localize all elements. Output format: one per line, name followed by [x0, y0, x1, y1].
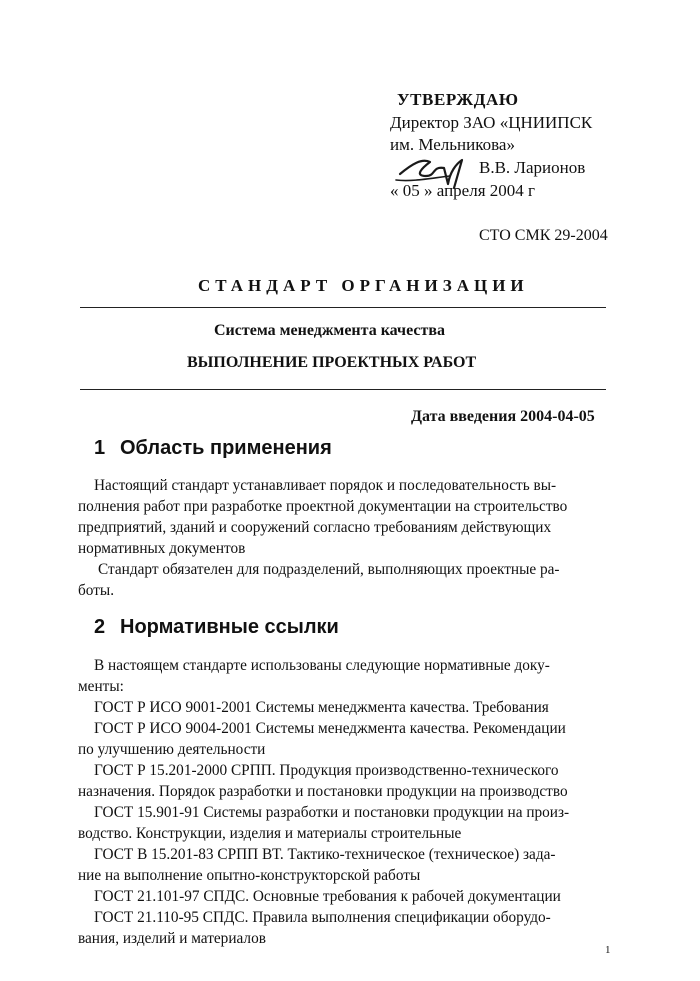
section-1-heading — [94, 437, 332, 460]
approval-date: « 05 » апреля 2004 г — [390, 181, 535, 200]
section-2-line: ГОСТ Р ИСО 9001-2001 Системы менеджмента качества. Требования — [94, 699, 549, 716]
section-2-line: вания, изделий и материалов — [78, 930, 266, 947]
section-1-number: 1 — [94, 437, 106, 459]
approval-institute-line: им. Мельникова» — [390, 135, 515, 154]
approval-title: УТВЕРЖДАЮ — [397, 90, 519, 109]
section-2-heading — [94, 616, 339, 639]
approval-director-line: Директор ЗАО «ЦНИИПСК — [390, 113, 593, 132]
section-2-line: по улучшению деятельности — [78, 741, 266, 758]
section-1-line: Стандарт обязателен для подразделений, выполняющих проектные ра- — [98, 561, 560, 578]
section-2-line: ГОСТ В 15.201-83 СРПП ВТ. Тактико-техническое (техническое) зада- — [94, 846, 556, 863]
section-2-line: ГОСТ 21.110-95 СПДС. Правила выполнения спецификации оборудо- — [94, 909, 551, 926]
org-standard-title: СТАНДАРТ ОРГАНИЗАЦИИ — [198, 276, 529, 295]
section-1-line: предприятий, зданий и сооружений согласно требованиям действующих — [78, 519, 552, 536]
document-code: СТО СМК 29-2004 — [479, 227, 608, 244]
section-1-line: боты. — [78, 582, 115, 599]
section-2-line: В настоящем стандарте использованы следующие нормативные доку- — [94, 657, 550, 674]
section-2-line: ГОСТ 15.901-91 Системы разработки и постановки продукции на произ- — [94, 804, 570, 821]
document-title: ВЫПОЛНЕНИЕ ПРОЕКТНЫХ РАБОТ — [187, 354, 477, 371]
section-2-line: ГОСТ Р 15.201-2000 СРПП. Продукция производственно-технического — [94, 762, 559, 779]
section-2-line: ние на выполнение опытно-конструкторской работы — [78, 867, 421, 884]
section-2-title: Нормативные ссылки — [120, 616, 339, 638]
page-number: 1 — [605, 944, 611, 956]
system-title: Система менеджмента качества — [214, 322, 445, 339]
section-1-line: полнения работ при разработке проектной документации на строительство — [78, 498, 568, 515]
section-2-line: назначения. Порядок разработки и постановки продукции на производство — [78, 783, 568, 800]
approval-signer: В.В. Ларионов — [479, 158, 586, 177]
section-2-number: 2 — [94, 616, 106, 638]
header-divider-line — [80, 389, 606, 390]
section-2-line: менты: — [78, 678, 124, 695]
section-1-title: Область применения — [120, 437, 332, 459]
section-1-line: нормативных документов — [78, 540, 246, 557]
introduction-date: Дата введения 2004-04-05 — [411, 408, 595, 425]
section-2-line: ГОСТ Р ИСО 9004-2001 Системы менеджмента качества. Рекомендации — [94, 720, 566, 737]
section-2-line: водство. Конструкции, изделия и материалы строительные — [78, 825, 462, 842]
title-divider-line — [80, 307, 606, 308]
section-1-line: Настоящий стандарт устанавливает порядок и последовательность вы- — [94, 477, 557, 494]
section-2-line: ГОСТ 21.101-97 СПДС. Основные требования к рабочей документации — [94, 888, 561, 905]
